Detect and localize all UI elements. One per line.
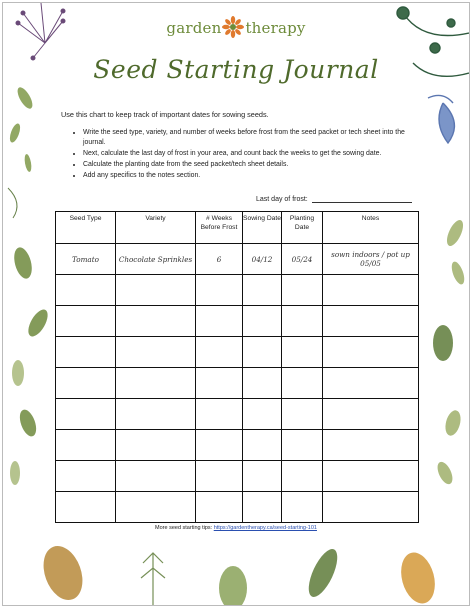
table-cell[interactable] xyxy=(56,306,116,337)
table-cell[interactable] xyxy=(196,399,243,430)
journal-page xyxy=(2,2,470,606)
footer xyxy=(3,525,469,531)
table-cell[interactable]: sown indoors / pot up 05/05 xyxy=(323,244,419,275)
table-cell[interactable] xyxy=(323,306,419,337)
header-notes: Notes xyxy=(323,212,419,244)
page-title: Seed Starting Journal xyxy=(93,55,379,84)
table-cell[interactable]: Chocolate Sprinkles xyxy=(116,244,196,275)
table-cell[interactable] xyxy=(116,275,196,306)
brand-left: garden xyxy=(166,19,222,37)
table-cell[interactable] xyxy=(56,275,116,306)
table-cell[interactable] xyxy=(56,461,116,492)
table-cell[interactable] xyxy=(243,492,282,523)
table-cell[interactable] xyxy=(243,275,282,306)
table-cell[interactable] xyxy=(282,337,323,368)
header-variety: Variety xyxy=(116,212,196,244)
table-cell[interactable]: 6 xyxy=(196,244,243,275)
table-cell[interactable]: 05/24 xyxy=(282,244,323,275)
table-cell[interactable] xyxy=(196,461,243,492)
table-row xyxy=(56,399,419,430)
table-cell[interactable] xyxy=(282,430,323,461)
instructions-list xyxy=(69,128,428,182)
table-cell[interactable]: Tomato xyxy=(56,244,116,275)
table-cell[interactable] xyxy=(196,368,243,399)
instruction-item: • Next, calculate the last day of frost in your area, and count back the weeks to get the sowing date. xyxy=(83,149,428,159)
table-cell[interactable] xyxy=(196,306,243,337)
table-cell[interactable] xyxy=(116,306,196,337)
table-cell[interactable] xyxy=(323,492,419,523)
table-cell[interactable] xyxy=(243,368,282,399)
table-cell[interactable] xyxy=(282,306,323,337)
table-cell[interactable] xyxy=(243,430,282,461)
table-row xyxy=(56,430,419,461)
table-cell[interactable] xyxy=(56,368,116,399)
table-cell[interactable] xyxy=(116,399,196,430)
table-cell[interactable] xyxy=(56,399,116,430)
last-frost-label: Last day of frost: xyxy=(256,196,308,203)
table-row xyxy=(56,275,419,306)
table-cell[interactable] xyxy=(243,399,282,430)
table-cell[interactable] xyxy=(196,492,243,523)
table-cell[interactable]: 04/12 xyxy=(243,244,282,275)
header-sowing-date: Sowing Date xyxy=(243,212,282,244)
header-planting-date: Planting Date xyxy=(282,212,323,244)
right-side-leaves xyxy=(433,218,467,487)
table-cell[interactable] xyxy=(196,430,243,461)
table-cell[interactable] xyxy=(243,306,282,337)
intro-text: Use this chart to keep track of important dates for sowing seeds. xyxy=(61,110,269,119)
table-row xyxy=(56,337,419,368)
table-cell[interactable] xyxy=(282,275,323,306)
flower-logo-icon xyxy=(222,16,244,38)
table-cell[interactable] xyxy=(116,368,196,399)
instruction-item: • Write the seed type, variety, and number of weeks before frost from the seed packet or tech sheet into the journal. xyxy=(83,128,428,147)
footer-link[interactable]: https://gardentherapy.ca/seed-starting-101 xyxy=(213,525,317,531)
header-weeks-before-frost: # Weeks Before Frost xyxy=(196,212,243,244)
table-cell[interactable] xyxy=(323,368,419,399)
brand-right: therapy xyxy=(245,19,306,37)
table-cell[interactable] xyxy=(282,368,323,399)
instruction-item: • Calculate the planting date from the seed packet/tech sheet details. xyxy=(83,160,428,170)
left-side-leaves xyxy=(10,245,52,485)
table-cell[interactable] xyxy=(196,275,243,306)
table-row xyxy=(56,461,419,492)
header-seed-type: Seed Type xyxy=(56,212,116,244)
brand-logo xyxy=(3,16,469,38)
table-cell[interactable] xyxy=(243,337,282,368)
table-cell[interactable] xyxy=(282,461,323,492)
table-cell[interactable] xyxy=(196,337,243,368)
table-row xyxy=(56,492,419,523)
top-left-leaves xyxy=(8,85,36,218)
table-row xyxy=(56,368,419,399)
table-cell[interactable] xyxy=(323,275,419,306)
table-cell[interactable] xyxy=(323,399,419,430)
table-cell[interactable] xyxy=(116,430,196,461)
table-cell[interactable] xyxy=(56,492,116,523)
last-frost-input-line[interactable] xyxy=(312,195,412,203)
bottom-plants xyxy=(37,541,441,605)
table-cell[interactable] xyxy=(116,492,196,523)
table-cell[interactable] xyxy=(116,461,196,492)
instruction-item: • Add any specifics to the notes section. xyxy=(83,171,428,181)
table-cell[interactable] xyxy=(243,461,282,492)
table-cell[interactable] xyxy=(323,461,419,492)
seed-journal-table xyxy=(55,211,419,523)
table-cell[interactable] xyxy=(116,337,196,368)
table-header-row xyxy=(56,212,419,244)
table-row xyxy=(56,244,419,275)
table-cell[interactable] xyxy=(56,430,116,461)
table-row xyxy=(56,306,419,337)
table-cell[interactable] xyxy=(323,430,419,461)
table-cell[interactable] xyxy=(323,337,419,368)
footer-label: More seed starting tips: xyxy=(155,525,213,531)
table-cell[interactable] xyxy=(282,492,323,523)
table-cell[interactable] xyxy=(56,337,116,368)
table-cell[interactable] xyxy=(282,399,323,430)
last-frost-field xyxy=(256,195,412,203)
